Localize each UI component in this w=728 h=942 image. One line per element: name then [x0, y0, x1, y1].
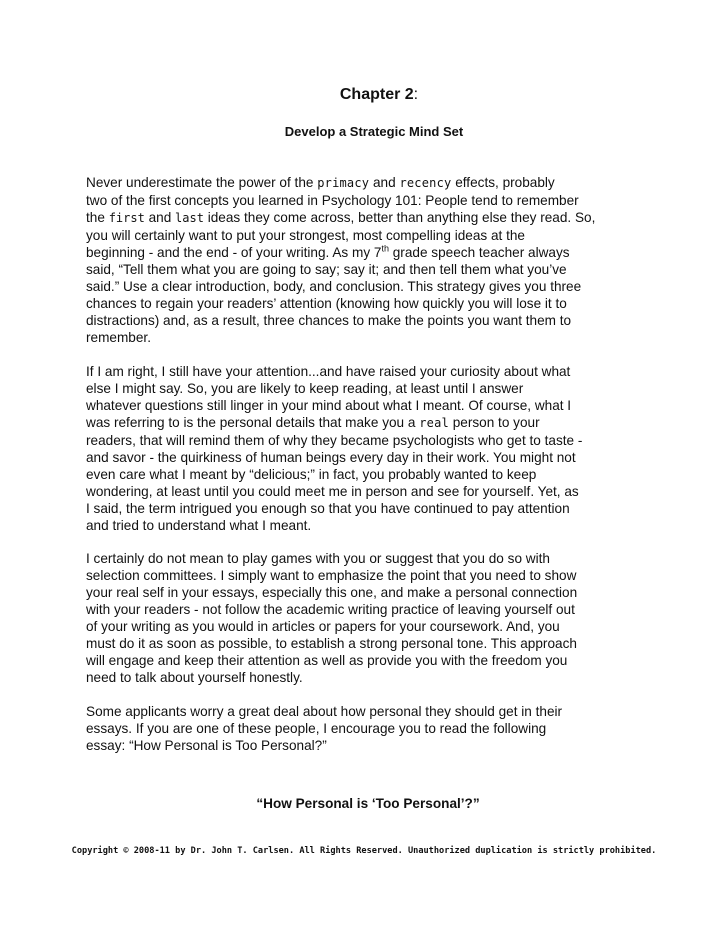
text-line: If I am right, I still have your attention...and have raised your curiosity about what	[86, 363, 571, 379]
copyright-notice: Copyright © 2008-11 by Dr. John T. Carlsen. All Rights Reserved. Unauthorized duplication is strictly prohibited.	[71, 846, 657, 856]
term-primacy: primacy	[317, 176, 370, 190]
term-real: real	[419, 415, 449, 430]
text-line: remember.	[86, 330, 151, 345]
text-line: of your writing as you would in articles or papers for your coursework. And, you	[86, 619, 560, 634]
text-span: was referring to is the personal details that make you a	[86, 414, 420, 430]
chapter-title	[0, 86, 728, 104]
text-line: you will certainly want to put your strongest, most compelling ideas at the	[86, 228, 525, 243]
term-last: last	[175, 211, 204, 225]
paragraph-3	[86, 550, 642, 686]
text-line: will engage and keep their attention as well as provide you with the freedom you	[86, 653, 568, 668]
text-line: said, “Tell them what you are going to say; say it; and then tell them what you’ve	[86, 262, 567, 277]
text-line: must do it as soon as possible, to establish a strong personal tone. This approach	[86, 636, 577, 651]
text-line	[86, 244, 642, 261]
text-line: distractions) and, as a result, three chances to make the points you want them to	[86, 313, 572, 328]
text-span: the	[86, 210, 109, 225]
chapter-colon: :	[413, 86, 419, 103]
text-line	[86, 174, 642, 192]
superscript: th	[381, 243, 389, 254]
text-line: with your readers - not follow the academic writing practice of leaving yourself out	[86, 602, 575, 617]
text-line: your real self in your essays, especially this one, and make a personal connection	[86, 585, 578, 600]
text-span: effects, probably	[451, 175, 555, 190]
text-line: and tried to understand what I meant.	[86, 517, 312, 533]
text-line: essays. If you are one of these people, I encourage you to read the following	[86, 720, 547, 736]
text-line: selection committees. I simply want to emphasize the point that you need to show	[86, 568, 577, 583]
text-line: I certainly do not mean to play games with you or suggest that you do so with	[86, 551, 550, 566]
text-line: whatever questions still linger in your mind about what I meant. Of course, what I	[86, 397, 572, 413]
text-line: chances to regain your readers’ attention (knowing how quickly you will lose it to	[86, 296, 567, 311]
text-line: essay: “How Personal is Too Personal?”	[86, 737, 327, 753]
text-span: person to your	[448, 414, 540, 430]
text-line: and savor - the quirkiness of human beings every day in their work. You might not	[86, 449, 576, 465]
text-line: I said, the term intrigued you enough so that you have continued to pay attention	[86, 500, 570, 516]
term-recency: recency	[399, 176, 452, 190]
text-span: Never underestimate the power of the	[86, 175, 318, 190]
essay-title: “How Personal is ‘Too Personal’?”	[256, 796, 480, 811]
text-span: and	[369, 175, 400, 190]
chapter-label: Chapter 2	[339, 86, 414, 103]
term-first: first	[108, 211, 145, 225]
paragraph-2	[86, 363, 642, 534]
chapter-subtitle: Develop a Strategic Mind Set	[284, 124, 464, 139]
text-line: said.” Use a clear introduction, body, and conclusion. This strategy gives you three	[86, 279, 582, 294]
text-line: readers, that will remind them of why they became psychologists who get to taste -	[86, 432, 583, 448]
body-text	[86, 174, 642, 770]
text-line: need to talk about yourself honestly.	[86, 670, 303, 685]
text-span: and	[144, 210, 176, 225]
text-line: else I might say. So, you are likely to keep reading, at least until I answer	[86, 380, 524, 396]
text-line: Some applicants worry a great deal about how personal they should get in their	[86, 703, 563, 719]
text-span: ideas they come across, better than anything else they read. So,	[203, 210, 596, 225]
text-line	[86, 209, 642, 227]
paragraph-4	[86, 703, 642, 754]
text-span: beginning - and the end - of your writing. As my 7	[86, 245, 382, 260]
text-line: wondering, at least until you could meet me in person and see for yourself. Yet, as	[86, 483, 579, 499]
paragraph-1	[86, 174, 642, 346]
text-line	[86, 414, 642, 432]
text-line: even care what I meant by “delicious;” in fact, you probably wanted to keep	[86, 466, 537, 482]
text-span: grade speech teacher always	[388, 245, 570, 260]
text-line: two of the first concepts you learned in Psychology 101: People tend to remember	[86, 193, 579, 208]
